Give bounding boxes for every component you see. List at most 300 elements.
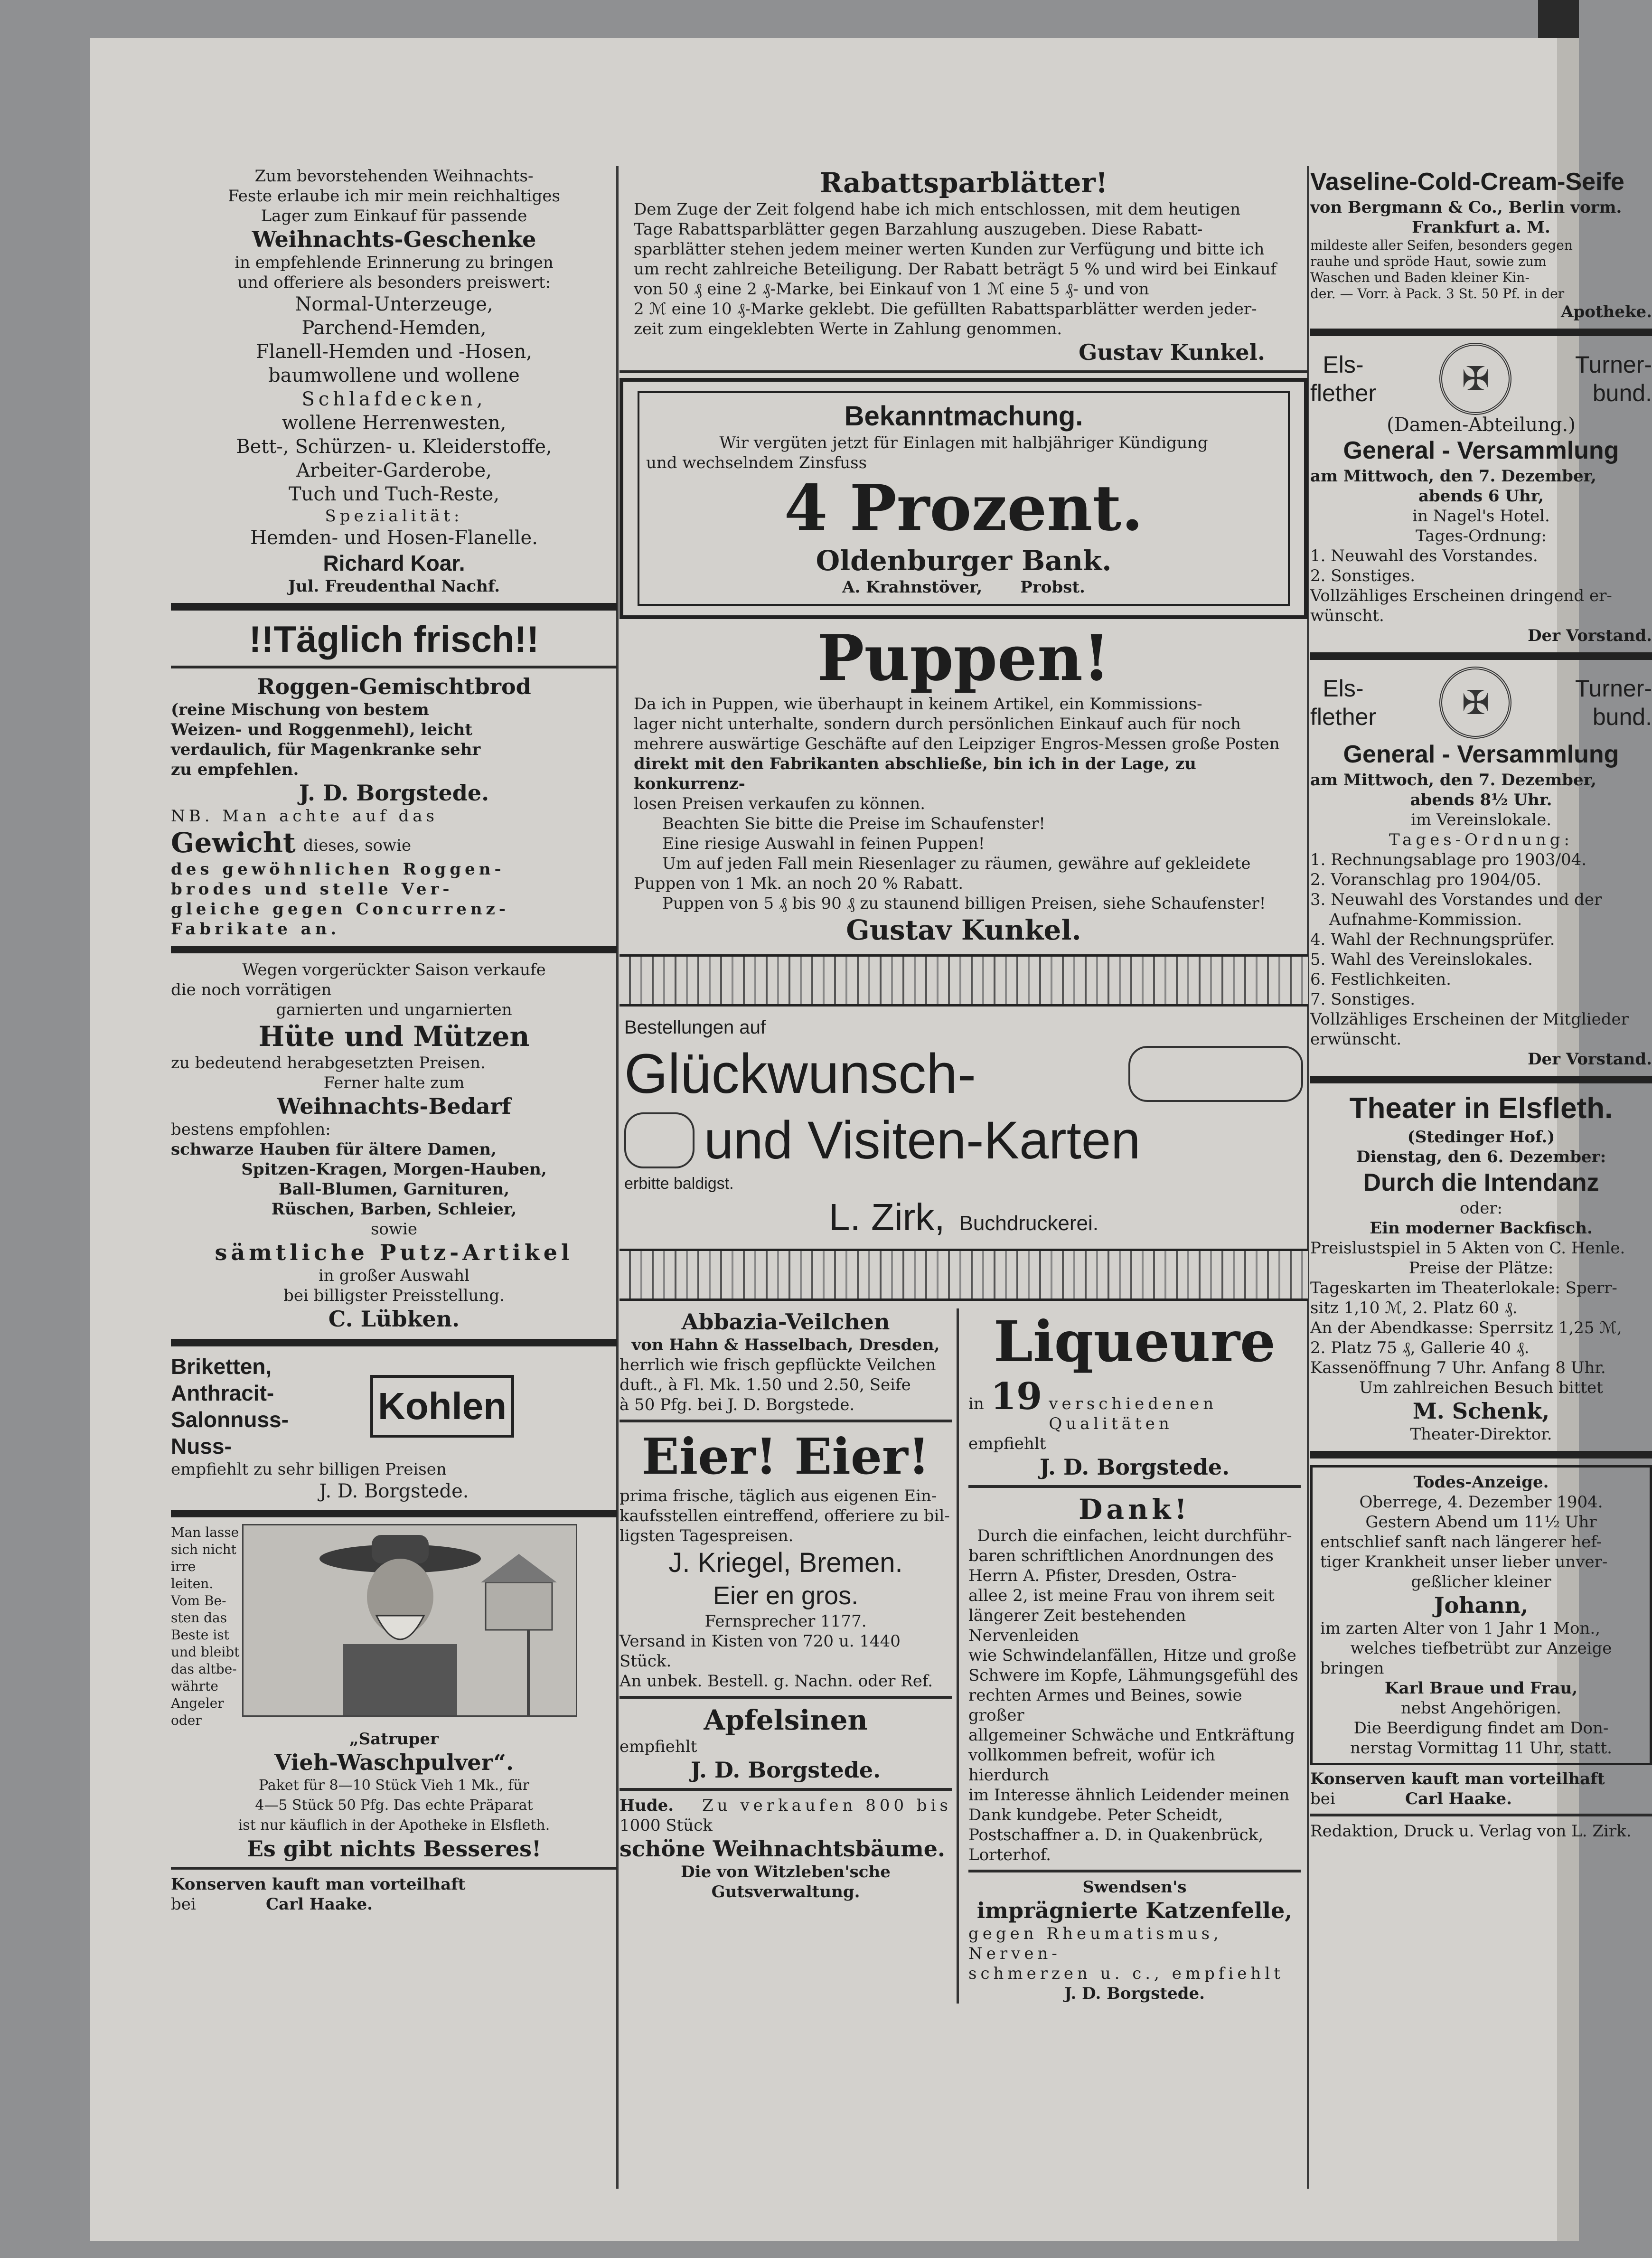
text-line: 7. Sonstiges.	[1310, 990, 1416, 1009]
text-line: empfiehlt	[968, 1434, 1046, 1453]
item-line: Tuch und Tuch-Reste,	[288, 483, 500, 505]
text-line: Salonnuss-	[171, 1407, 289, 1432]
emphasis-word: Gewicht	[171, 827, 296, 859]
text-line: 2. Platz 75 ₰, Gallerie 40 ₰.	[1310, 1338, 1530, 1357]
ad-title: imprägnierte Katzenfelle,	[976, 1898, 1293, 1923]
text-line: empfiehlt zu sehr billigen Preisen	[171, 1460, 447, 1479]
text-line: 4—5 Stück 50 Pfg. Das echte Präparat	[255, 1797, 533, 1814]
text-line: in empfehlende Erinnerung zu bringen	[235, 253, 554, 272]
text-line: An unbek. Bestell. g. Nachn. oder Ref.	[620, 1672, 933, 1691]
text-line: Lorterhof.	[968, 1845, 1051, 1864]
turner-cross-emblem-icon: ✠	[1439, 667, 1511, 739]
divider	[620, 1788, 952, 1791]
text-line: 2. Voranschlag pro 1904/05.	[1310, 870, 1542, 889]
imprint-line: Redaktion, Druck u. Verlag von L. Zirk.	[1310, 1822, 1632, 1841]
text-line: kaufsstellen eintreffend, offeriere zu bil-	[620, 1506, 950, 1525]
text-line: Paket für 8—10 Stück Vieh 1 Mk., für	[258, 1777, 530, 1794]
text-line: Puppen von 1 Mk. an noch 20 % Rabatt.	[634, 874, 964, 893]
text-line: abends 6 Uhr,	[1418, 487, 1544, 506]
ad-subtitle: sämtliche Putz-Artikel	[215, 1240, 573, 1265]
text-line: tiger Krankheit unser lieber unver-	[1320, 1552, 1608, 1571]
text-line: gegen Rheumatismus, Nerven-	[968, 1924, 1222, 1963]
text-line: Beachten Sie bitte die Preise im Schaufenster!	[662, 814, 1045, 833]
text-line: verschiedenen Qualitäten	[1049, 1394, 1218, 1433]
text-line: Durch die einfachen, leicht durchführ-	[977, 1526, 1292, 1545]
divider	[1310, 329, 1652, 336]
text-line: rauhe und spröde Haut, sowie zum	[1310, 254, 1547, 269]
ad-turnerbund	[1310, 667, 1652, 1069]
ad-title: Liqueure	[993, 1308, 1276, 1374]
text-line: losen Preisen verkaufen zu können.	[634, 794, 926, 813]
text-line: verdaulich, für Magenkranke sehr	[171, 740, 481, 759]
turner-header	[1310, 343, 1652, 415]
item-line: baumwollene und wollene	[268, 365, 520, 386]
text-line: ist nur käuflich in der Apotheke in Elsfleth.	[238, 1817, 550, 1834]
advertiser-name: J. D. Borgstede.	[690, 1757, 881, 1783]
liqueure-row	[968, 1375, 1301, 1434]
text-line: abends 8½ Uhr.	[1410, 790, 1552, 809]
kohlen-list	[171, 1353, 370, 1459]
text-line: Dem Zuge der Zeit folgend habe ich mich entschlossen, mit dem heutigen	[634, 200, 1241, 219]
text-line: gleiche gegen Concurrenz-	[171, 900, 509, 919]
text-line: Man lasse	[171, 1524, 239, 1540]
signatory: Probst.	[1020, 578, 1085, 597]
text-line: sten das	[171, 1610, 227, 1626]
text-line: Zu verkaufen 800 bis	[702, 1796, 952, 1815]
ad-title: Abbazia-Veilchen	[681, 1309, 890, 1335]
text-line: Konserven kauft man vorteilhaft	[1310, 1769, 1605, 1788]
text-line: 1. Rechnungsablage pro 1903/04.	[1310, 850, 1587, 869]
text-line: Vollzähliges Erscheinen dringend er-	[1310, 586, 1612, 605]
text-line: garnierten und ungarnierten	[276, 1000, 512, 1019]
text-line: erbitte baldigst.	[624, 1175, 734, 1193]
advertiser-name: Apotheke.	[1561, 302, 1652, 321]
divider	[171, 1867, 617, 1870]
text-line: Kassenöffnung 7 Uhr. Anfang 8 Uhr.	[1310, 1358, 1606, 1377]
item-line: Spezialität:	[325, 507, 463, 526]
text-line: Els-	[1323, 675, 1364, 702]
bank-name: Oldenburger Bank.	[816, 545, 1112, 577]
ad-title: Roggen-Gemischtbrod	[257, 674, 531, 699]
divider	[171, 666, 617, 668]
ad-todesanzeige	[1310, 1465, 1652, 1765]
column-middle	[620, 166, 1308, 2004]
text-line: An der Abendkasse: Sperrsitz 1,25 ℳ,	[1310, 1318, 1622, 1337]
advertiser-name: Carl Haake.	[1405, 1789, 1512, 1808]
text-line: empfiehlt	[620, 1737, 697, 1756]
ad-subtitle: Eier en gros.	[713, 1581, 859, 1610]
kohlen-heading: Kohlen	[370, 1375, 514, 1438]
text-line: prima frische, täglich aus eigenen Ein-	[620, 1487, 937, 1505]
text-line: Dienstag, den 6. Dezember:	[1356, 1148, 1606, 1167]
text-line: 4. Wahl der Rechnungsprüfer.	[1310, 930, 1555, 949]
ad-title: Hüte und Mützen	[258, 1020, 530, 1053]
turner-header	[1310, 667, 1652, 739]
advertiser-sub: Buchdruckerei.	[959, 1212, 1098, 1235]
ad-title: General - Versammlung	[1343, 741, 1619, 768]
ad-title: Vieh-Waschpulver“.	[274, 1750, 514, 1775]
text-line: Briketten,	[171, 1354, 272, 1379]
divider	[968, 1870, 1301, 1872]
advertiser-name: Die von Witzleben'sche	[681, 1863, 891, 1882]
ad-title: Todes-Anzeige.	[1413, 1473, 1549, 1492]
text-line: Ferner halte zum	[323, 1073, 465, 1092]
konserven-row	[1310, 1789, 1652, 1809]
divider	[171, 1510, 617, 1517]
text-line: flether	[1310, 704, 1376, 730]
advertiser-name: J. Kriegel, Bremen.	[668, 1547, 903, 1578]
ad-subtitle: Weihnachts-Bedarf	[277, 1093, 511, 1119]
text-line: à 50 Pfg. bei J. D. Borgstede.	[620, 1395, 855, 1414]
text-line: Feste erlaube ich mir mein reichhaltiges	[228, 187, 560, 206]
konserven-row	[171, 1894, 617, 1914]
text-line: wünscht.	[1310, 606, 1384, 625]
ad-title: General - Versammlung	[1343, 437, 1619, 464]
ad-rabatt	[620, 166, 1308, 366]
text-line: flether	[1310, 380, 1376, 406]
text-line: Els-	[1323, 351, 1364, 378]
text-line: Oberrege, 4. Dezember 1904.	[1359, 1493, 1603, 1512]
text-line: Um zahlreichen Besuch bittet	[1359, 1378, 1603, 1397]
text-line: Puppen von 5 ₰ bis 90 ₰ zu staunend billigen Preisen, siehe Schaufenster!	[662, 894, 1266, 913]
mourner-sub: nebst Angehörigen.	[1400, 1699, 1562, 1718]
text-line: am Mittwoch, den 7. Dezember,	[1310, 771, 1596, 790]
text-line: welches tiefbetrübt zur Anzeige	[1350, 1639, 1612, 1658]
ad-kohlen	[171, 1353, 617, 1503]
text-line: Rüschen, Barben, Schleier,	[271, 1200, 517, 1219]
text-line: Weizen- und Roggenmehl), leicht	[171, 720, 473, 739]
ad-title: Theater in Elsfleth.	[1349, 1092, 1613, 1125]
floral-border-icon	[620, 1249, 1308, 1301]
ad-title: Dank!	[1079, 1493, 1191, 1525]
scanner-corner	[1538, 0, 1579, 43]
text-line: Zum bevorstehenden Weihnachts-	[254, 167, 534, 186]
item-line: Bett-, Schürzen- u. Kleiderstoffe,	[236, 436, 552, 458]
item-line: Parchend-Hemden,	[301, 317, 487, 339]
ad-title: Glückwunsch-	[624, 1043, 976, 1105]
text-line: geßlicher kleiner	[1411, 1572, 1551, 1591]
advertiser-name: J. D. Borgstede.	[319, 1480, 469, 1502]
satruper-side	[171, 1524, 242, 1729]
text-line: sitz 1,10 ℳ, 2. Platz 60 ₰.	[1310, 1298, 1518, 1317]
item-line: Normal-Unterzeuge,	[295, 293, 493, 315]
text-line: Postschaffner a. D. in Quakenbrück,	[968, 1825, 1264, 1844]
turner-cross-emblem-icon: ✠	[1439, 343, 1511, 415]
text-line: Konserven kauft man vorteilhaft	[171, 1875, 466, 1894]
ad-title: Rabattsparblätter!	[819, 167, 1108, 199]
text-line: der. — Vorr. à Pack. 3 St. 50 Pf. in der	[1310, 286, 1565, 301]
text-line: um recht zahlreiche Beteiligung. Der Rabatt beträgt 5 % und wird bei Einkauf	[634, 260, 1277, 279]
text-line: in	[968, 1394, 984, 1413]
text-line: Vollzähliges Erscheinen der Mitglieder	[1310, 1010, 1629, 1029]
text-line: lager nicht unterhalte, sondern durch persönlichen Einkauf auch für noch	[634, 715, 1241, 734]
text-line: zeit zum eingeklebten Werte in Zahlung genommen.	[634, 320, 1062, 339]
divider	[171, 946, 617, 953]
divider	[1310, 1814, 1652, 1816]
text-line: im Vereinslokale.	[1410, 810, 1552, 829]
text-line: brodes und stelle Ver-	[171, 880, 453, 899]
text-line: Anthracit-	[171, 1381, 274, 1405]
middle-right	[959, 1308, 1301, 2004]
text-line: Frankfurt a. M.	[1412, 218, 1550, 237]
text-line: Wir vergüten jetzt für Einlagen mit halbjähriger Kündigung	[719, 433, 1208, 452]
text-line: Tageskarten im Theaterlokale: Sperr-	[1310, 1279, 1617, 1298]
text-line: nerstag Vormittag 11 Uhr, statt.	[1350, 1739, 1612, 1758]
ad-turnerbund-damen	[1310, 343, 1652, 646]
column-right	[1310, 166, 1652, 1841]
turner-left	[1310, 350, 1376, 407]
text-line: Schwere im Kopfe, Lähmungsgefühl des	[968, 1666, 1298, 1685]
kohlen-row	[171, 1353, 617, 1459]
text-line: irre leiten.	[171, 1559, 214, 1591]
text-line: sowie	[370, 1220, 417, 1239]
ad-roggen	[171, 617, 617, 939]
text-line: entschlief sanft nach längerer hef-	[1320, 1533, 1602, 1552]
text-line: 2 ℳ eine 10 ₰-Marke geklebt. Die gefüllten Rabattsparblätter werden jeder-	[634, 300, 1257, 319]
ornament-swirl-icon	[1128, 1046, 1303, 1102]
divider	[620, 370, 1308, 373]
text-line: 6. Festlichkeiten.	[1310, 970, 1451, 989]
advertiser-name: M. Schenk,	[1412, 1398, 1550, 1424]
advertiser-sub: Theater-Direktor.	[1410, 1425, 1552, 1444]
text-line: baren schriftlichen Anordnungen des	[968, 1546, 1274, 1565]
text-line: herrlich wie frisch gepflückte Veilchen	[620, 1355, 936, 1374]
text-line: das altbe-	[171, 1661, 237, 1677]
text-line: 3. Neuwahl des Vorstandes und der	[1310, 890, 1602, 909]
advertiser-name: Carl Haake.	[266, 1895, 373, 1914]
quality-count: 19	[990, 1375, 1042, 1418]
middle-left	[620, 1308, 959, 2004]
visiten-row	[624, 1107, 1303, 1174]
text-line: Preise der Plätze:	[1408, 1259, 1554, 1278]
item-line: Hemden- und Hosen-Flanelle.	[250, 527, 538, 549]
text-line: Da ich in Puppen, wie überhaupt in keinem Artikel, ein Kommissions-	[634, 695, 1202, 714]
advertiser-name: J. D. Borgstede.	[1064, 1984, 1205, 2003]
text-line: längerer Zeit bestehenden Nervenleiden	[968, 1606, 1186, 1645]
phone-line: Fernsprecher 1177.	[704, 1612, 867, 1631]
text-line: Aufnahme-Kommission.	[1329, 910, 1522, 929]
divider	[171, 1339, 617, 1346]
divider	[620, 1696, 952, 1699]
advertiser-name: J. D. Borgstede.	[1039, 1454, 1230, 1480]
hude-row	[620, 1796, 952, 1816]
text-line: Angeler	[171, 1695, 224, 1711]
item-line: Flanell-Hemden und -Hosen,	[255, 341, 533, 363]
text-line: sparblätter stehen jedem meiner werten Kunden zur Verfügung und bitte ich	[634, 240, 1265, 259]
play-title: Durch die Intendanz	[1363, 1169, 1599, 1196]
ad-karten	[620, 1014, 1308, 1241]
middle-split	[620, 1308, 1308, 2004]
ad-headline: !!Täglich frisch!!	[249, 618, 539, 660]
text-line: Wegen vorgerückter Saison verkaufe	[242, 960, 546, 979]
glueck-row	[624, 1041, 1303, 1107]
text-line: rechten Armes und Beines, sowie großer	[968, 1686, 1242, 1725]
text-line: Bestellungen auf	[624, 1017, 766, 1038]
text-line: Herrn A. Pfister, Dresden, Ostra-	[968, 1566, 1237, 1585]
item-line: wollene Herrenwesten,	[282, 412, 507, 434]
ad-subtitle: (Damen-Abteilung.)	[1387, 414, 1576, 436]
text-line: Preislustspiel in 5 Akten von C. Henle.	[1310, 1239, 1625, 1258]
text-line: Die Beerdigung findet am Don-	[1353, 1719, 1609, 1738]
text-line: Vom Be-	[171, 1593, 226, 1609]
text-line: oder:	[1459, 1199, 1503, 1218]
text-line: zu empfehlen.	[171, 760, 299, 779]
turner-right	[1575, 350, 1652, 407]
text-line: 1. Neuwahl des Vorstandes.	[1310, 546, 1538, 565]
text-line: mildeste aller Seifen, besonders gegen	[1310, 237, 1573, 253]
place-name: Hude.	[620, 1796, 674, 1815]
play-subtitle: Ein moderner Backfisch.	[1370, 1219, 1593, 1238]
text-line: in großer Auswahl	[318, 1266, 469, 1285]
interest-rate: 4 Prozent.	[784, 471, 1144, 545]
text-line: im zarten Alter von 1 Jahr 1 Mon.,	[1320, 1619, 1601, 1638]
text-line: Nuss-	[171, 1434, 232, 1458]
floral-border-icon	[620, 954, 1308, 1007]
text-line: schwarze Hauben für ältere Damen,	[171, 1140, 497, 1159]
text-line: Fabrikate an.	[171, 920, 340, 939]
advertiser-sub: Jul. Freudenthal Nachf.	[288, 577, 500, 596]
text-line: Dank kundgebe. Peter Scheidt,	[968, 1806, 1223, 1825]
text-line: zu bedeutend herabgesetzten Preisen.	[171, 1054, 486, 1073]
text-line: vollkommen befreit, wofür ich hierdurch	[968, 1746, 1215, 1785]
text-line: sich nicht	[171, 1542, 236, 1557]
text-line: Turner-	[1575, 675, 1652, 702]
advertiser-name: Gustav Kunkel.	[1079, 339, 1265, 365]
text-line: des gewöhnlichen Roggen-	[171, 860, 505, 879]
ad-title: Apfelsinen	[704, 1704, 868, 1736]
text-line: in Nagel's Hotel.	[1412, 507, 1550, 526]
turner-right	[1575, 674, 1652, 731]
ad-weihnachts-geschenke	[171, 166, 617, 596]
text-line: bei	[1310, 1789, 1335, 1808]
ad-konserven-left	[171, 1874, 617, 1914]
text-line: (reine Mischung von bestem	[171, 700, 429, 719]
text-line: von 50 ₰ eine 2 ₰-Marke, bei Einkauf von 1 ℳ eine 5 ₰- und von	[634, 280, 1149, 299]
ad-title: und Visiten-Karten	[704, 1110, 1141, 1170]
text-line: allee 2, ist meine Frau von ihrem seit	[968, 1586, 1275, 1605]
advertiser-name: Der Vorstand.	[1528, 1050, 1652, 1069]
divider	[1310, 1451, 1652, 1458]
signature-row	[646, 577, 1281, 597]
text-line: von Bergmann & Co., Berlin vorm.	[1310, 198, 1622, 217]
text-line: direkt mit den Fabrikanten abschließe, bin ich in der Lage, zu konkurrenz-	[634, 754, 1196, 793]
turner-left	[1310, 674, 1376, 731]
ad-huete	[171, 960, 617, 1332]
item-line: Arbeiter-Garderobe,	[296, 460, 492, 481]
text-line: am Mittwoch, den 7. Dezember,	[1310, 467, 1596, 486]
text-line: und wechselndem Zinsfuss	[646, 453, 867, 472]
divider	[1310, 1076, 1652, 1083]
advertiser-name: Swendsen's	[1082, 1878, 1187, 1897]
text-line: (Stedinger Hof.)	[1407, 1128, 1555, 1147]
text-line: Um auf jeden Fall mein Riesenlager zu räumen, gewähre auf gekleidete	[662, 854, 1251, 873]
text-line: wie Schwindelanfällen, Hitze und große	[968, 1646, 1296, 1665]
text-line: Tage Rabattsparblätter gegen Barzahlung auszugeben. Diese Rabatt-	[634, 220, 1203, 239]
divider	[171, 603, 617, 611]
bekanntmachung-inner	[638, 391, 1290, 606]
advertiser-name: Gutsverwaltung.	[711, 1882, 860, 1901]
text-line: Ball-Blumen, Garnituren,	[278, 1180, 510, 1199]
satruper-row	[171, 1524, 617, 1729]
text-line: duft., à Fl. Mk. 1.50 und 2.50, Seife	[620, 1375, 911, 1394]
text-line: schmerzen u. c., empfiehlt	[968, 1964, 1284, 1983]
text-line: bund.	[1592, 704, 1652, 730]
text-line: oder	[171, 1712, 202, 1728]
text-line: Eine riesige Auswahl in feinen Puppen!	[662, 834, 985, 853]
text-line: und offeriere als besonders preiswert:	[237, 273, 551, 292]
text-line: ligsten Tagespreisen.	[620, 1526, 794, 1545]
text-line: bestens empfohlen:	[171, 1120, 331, 1139]
text-line: Lager zum Einkauf für passende	[261, 207, 527, 226]
column-left	[171, 166, 617, 1914]
farmer-portrait-illustration	[244, 1525, 576, 1715]
text-line: währte	[171, 1678, 218, 1694]
text-line: Tages-Ordnung:	[1416, 527, 1547, 546]
divider	[1310, 652, 1652, 660]
gewicht-row	[171, 826, 617, 859]
advertiser-name: Richard Koar.	[323, 551, 465, 575]
text-line: allgemeiner Schwäche und Entkräftung	[968, 1726, 1295, 1745]
text-line: bei	[171, 1895, 196, 1914]
ad-slogan: Es gibt nichts Besseres!	[246, 1836, 542, 1862]
text-line: Tages-Ordnung:	[1389, 830, 1573, 849]
ad-bekanntmachung	[620, 378, 1308, 619]
ad-theater	[1310, 1090, 1652, 1444]
advertiser-name: Der Vorstand.	[1528, 626, 1652, 645]
text-line: bund.	[1592, 380, 1652, 406]
text-line: bringen	[1320, 1659, 1384, 1678]
text-line: von Hahn & Hasselbach, Dresden,	[631, 1336, 940, 1355]
text-line: 2. Sonstiges.	[1310, 566, 1416, 585]
text-line: bei billigster Preisstellung.	[283, 1286, 505, 1305]
text-line: und bleibt	[171, 1644, 240, 1660]
ad-satruper	[171, 1524, 617, 1862]
text-line: Versand in Kisten von 720 u. 1440 Stück.	[620, 1632, 901, 1671]
ad-puppen	[620, 623, 1308, 947]
newspaper-page	[90, 38, 1652, 2241]
text-line: die noch vorrätigen	[171, 980, 332, 999]
advertiser-name: C. Lübken.	[328, 1306, 460, 1332]
advertiser-name: Gustav Kunkel.	[846, 914, 1081, 946]
deceased-name: Johann,	[1434, 1592, 1529, 1618]
zirk-row	[624, 1194, 1303, 1241]
text-line: NB. Man achte auf das	[171, 807, 438, 826]
ad-title: schöne Weihnachtsbäume.	[620, 1836, 946, 1862]
ad-title: Vaseline-Cold-Cream-Seife	[1310, 168, 1624, 196]
advertiser-name: J. D. Borgstede.	[299, 780, 489, 806]
item-line: Schlafdecken,	[301, 388, 487, 410]
text-line: 5. Wahl des Vereinslokales.	[1310, 950, 1533, 969]
ad-title: Eier! Eier!	[641, 1427, 930, 1486]
ad-title: Bekanntmachung.	[844, 401, 1083, 432]
text-line: Beste ist	[171, 1627, 229, 1643]
text-line: Gestern Abend um 11½ Uhr	[1365, 1513, 1597, 1532]
ad-title: Weihnachts-Geschenke	[252, 226, 536, 252]
text-line: im Interesse ähnlich Leidender meinen	[968, 1786, 1290, 1805]
text-line: mehrere auswärtige Geschäfte auf den Leipziger Engros-Messen große Posten	[634, 734, 1280, 753]
advertiser-name: L. Zirk,	[829, 1196, 945, 1238]
text-line: erwünscht.	[1310, 1030, 1402, 1049]
ad-title: Puppen!	[817, 621, 1110, 695]
text-line: Spitzen-Kragen, Morgen-Hauben,	[241, 1160, 547, 1179]
ad-vaseline	[1310, 166, 1652, 322]
text-line: Turner-	[1575, 351, 1652, 378]
text-line: Waschen und Baden kleiner Kin-	[1310, 270, 1530, 285]
mourner-name: Karl Braue und Frau,	[1384, 1679, 1578, 1698]
text-line: dieses, sowie	[303, 836, 412, 855]
signatory: A. Krahnstöver,	[842, 578, 983, 597]
farmer-portrait-icon	[242, 1524, 577, 1717]
